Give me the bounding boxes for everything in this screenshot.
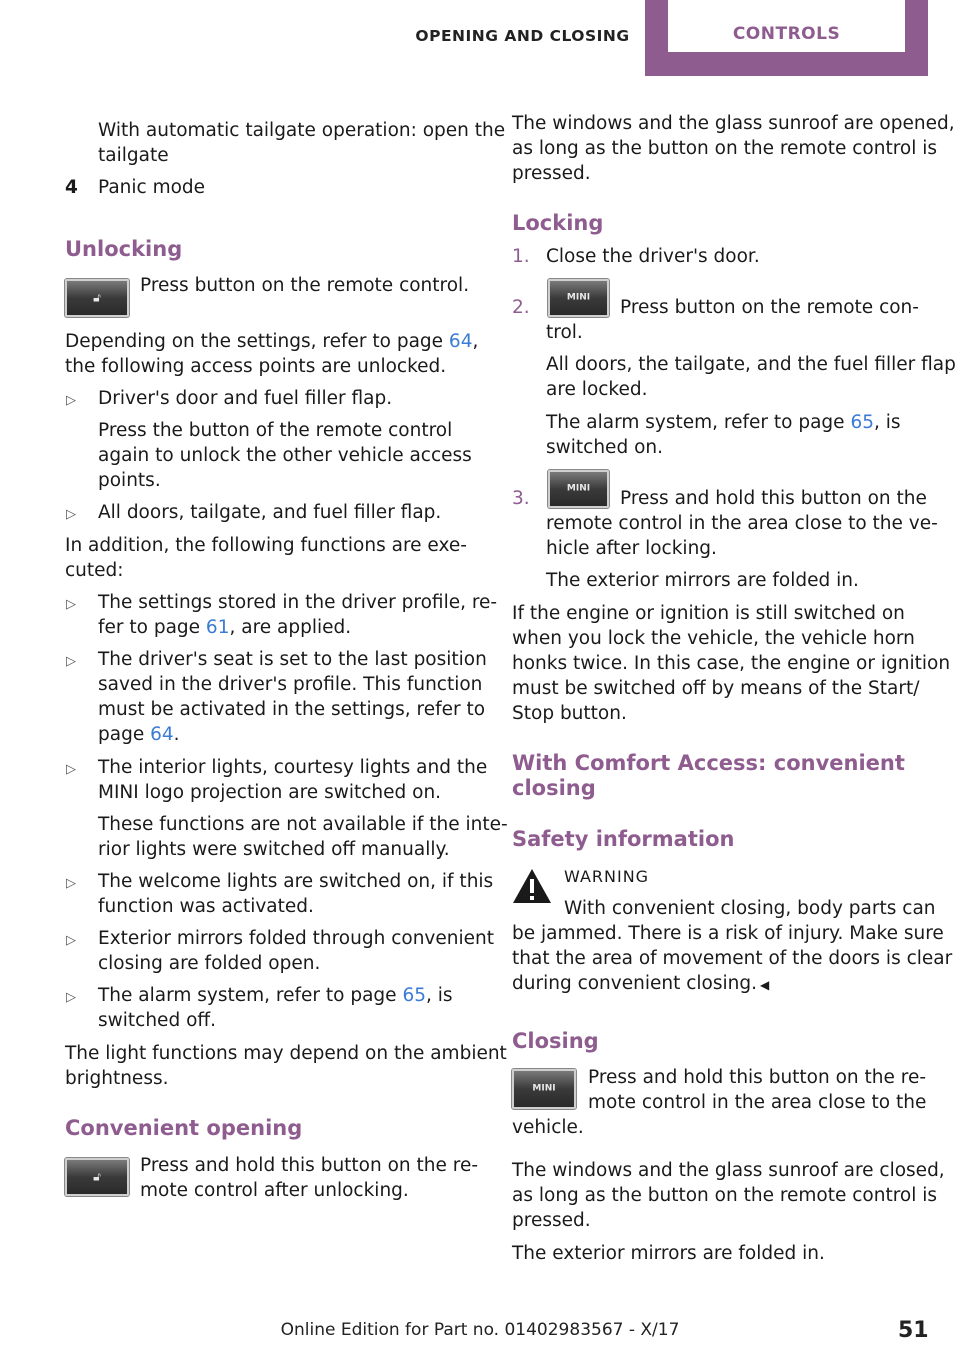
f1-line-2 [98,615,351,640]
warning-line-2: be jammed. There is a risk of injury. Make sure [512,923,944,944]
windows-line-2: as long as the button on the remote control is [512,138,938,159]
step-2-line-4: are locked. [546,379,648,400]
f3-line-4: rior lights were switched off manually. [98,839,450,860]
tailgate-text-1: With automatic tailgate operation: open the [98,120,506,141]
step-2-line-3: All doors, the tailgate, and the fuel filler flap [546,354,956,375]
closed-line-2: as long as the button on the remote control is [512,1185,938,1206]
warning-text: during convenient closing. [512,973,757,994]
addition-line-1: In addition, the following functions are exe‐ [65,535,467,556]
unlock-button-image [65,1158,129,1196]
step-1-number: 1. [512,246,530,267]
light-line-1: The light functions may depend on the ambient [65,1043,507,1064]
f4-line-1: The welcome lights are switched on, if this [98,871,494,892]
running-header-section: OPENING AND CLOSING [415,27,630,45]
lock-button-image [512,1069,576,1109]
f1-text: fer to page [98,617,206,638]
mini-logo-icon: MINI [566,483,591,494]
b1-line-2: Press the button of the remote control [98,420,453,441]
step-2-text-end: , is [873,412,901,433]
engine-line-3: honks twice. In this case, the engine or ignition [512,653,951,674]
depending-comma: , [472,331,479,352]
closed-line-4: The exterior mirrors are folded in. [512,1243,825,1264]
mini-logo-icon: MINI [532,1083,556,1094]
f3-line-3: These functions are not available if the inte‐ [98,814,508,835]
bullet-icon: ▷ [66,762,76,777]
f2-line-1: The driver's seat is set to the last position [98,649,487,670]
page-link-64[interactable]: 64 [150,724,174,745]
step-3-number: 3. [512,488,530,509]
warning-label: WARNING [564,867,650,886]
closing-line-1: Press and hold this button on the re‐ [588,1067,927,1088]
page-link-64[interactable]: 64 [448,331,473,352]
f5-line-1: Exterior mirrors folded through convenient [98,928,494,949]
page-link-65[interactable]: 65 [850,412,874,433]
f2-text: page [98,724,151,745]
depending-line-2: the following access points are unlocked. [65,356,447,377]
warning-icon [511,867,553,905]
f5-line-2: closing are folded open. [98,953,321,974]
f6-text-end: , is [425,985,453,1006]
closing-line-3: vehicle. [512,1117,584,1138]
engine-line-5: Stop button. [512,703,627,724]
unlocking-press-text: Press button on the remote control. [140,275,470,296]
page-number: 51 [898,1318,929,1343]
step-1-text: Close the driver's door. [546,246,760,267]
b1-line-4: points. [98,470,161,491]
bullet-icon: ▷ [66,654,76,669]
bullet-icon: ▷ [66,990,76,1005]
closing-heading: Closing [512,1029,599,1053]
lock-button-image [548,470,609,508]
footer-edition: Online Edition for Part no. 01402983567 - X/17 [280,1320,680,1340]
unlock-button-image [65,279,129,317]
bullet-icon: ▷ [66,876,76,891]
f6-line-1 [98,983,453,1008]
comfort-heading-2: closing [512,776,596,800]
page-link-61[interactable]: 61 [205,617,230,638]
engine-line-1: If the engine or ignition is still switched on [512,603,905,624]
warning-line-4 [512,971,769,998]
unlock-icon: 🔓︎ [93,290,101,305]
page-link-65[interactable]: 65 [402,985,426,1006]
f2-text-end: . [173,724,180,745]
bullet-icon: ▷ [66,507,76,522]
engine-line-2: when you lock the vehicle, the vehicle horn [512,628,915,649]
locking-heading: Locking [512,211,604,235]
comfort-heading-1: With Comfort Access: convenient [512,751,905,775]
item-4-label: Panic mode [98,177,206,198]
warning-line-3: that the area of movement of the doors is clear [512,948,953,969]
b1-line-3: again to unlock the other vehicle access [98,445,472,466]
conv-line-1: Press and hold this button on the re‐ [140,1155,479,1176]
b2-line: All doors, tailgate, and fuel filler flap. [98,502,442,523]
light-line-2: brightness. [65,1068,169,1089]
unlocking-heading: Unlocking [65,237,183,261]
f4-line-2: function was activated. [98,896,314,917]
lock-button-image [548,279,609,317]
f6-text: The alarm system, refer to page [98,985,403,1006]
convenient-opening-heading: Convenient opening [65,1116,303,1140]
f3-line-2: MINI logo projection are switched on. [98,782,442,803]
bullet-icon: ▷ [66,393,76,408]
step-3-line-4: The exterior mirrors are folded in. [546,570,859,591]
f3-line-1: The interior lights, courtesy lights and the [98,757,488,778]
item-4-number: 4 [65,177,78,198]
tailgate-text-2: tailgate [98,145,169,166]
step-2-line-5 [546,410,901,435]
b1-line-1: Driver's door and fuel filler flap. [98,388,393,409]
step-2-line-1: Press button on the remote con‐ [620,297,919,318]
step-2-text: The alarm system, refer to page [546,412,851,433]
windows-line-1: The windows and the glass sunroof are opened, [512,113,955,134]
step-3-line-3: hicle after locking. [546,538,717,559]
step-2-number: 2. [512,297,530,318]
unlock-icon: 🔓︎ [93,1169,101,1184]
step-3-line-2: remote control in the area close to the ve‐ [546,513,938,534]
addition-line-2: cuted: [65,560,124,581]
closed-line-3: pressed. [512,1210,591,1231]
windows-line-3: pressed. [512,163,591,184]
f2-line-4 [98,722,180,747]
end-mark-icon: ◀ [759,978,770,992]
closing-line-2: mote control in the area close to the [588,1092,927,1113]
conv-line-2: mote control after unlocking. [140,1180,409,1201]
step-3-line-1: Press and hold this button on the [620,488,927,509]
step-2-line-6: switched on. [546,437,663,458]
safety-heading: Safety information [512,827,735,851]
engine-line-4: must be switched off by means of the Start/ [512,678,920,699]
depending-text: Depending on the settings, refer to page [65,331,449,352]
f1-text-end: , are applied. [229,617,352,638]
bullet-icon: ▷ [66,933,76,948]
depending-line-1 [65,329,478,354]
warning-line-1: With convenient closing, body parts can [564,898,936,919]
f2-line-3: must be activated in the settings, refer to [98,699,486,720]
running-header-chapter: CONTROLS [732,24,841,44]
closed-line-1: The windows and the glass sunroof are closed, [512,1160,945,1181]
f1-line-1: The settings stored in the driver profile, re‐ [98,592,498,613]
f6-line-2: switched off. [98,1010,217,1031]
mini-logo-icon: MINI [566,292,591,303]
f2-line-2: saved in the driver's profile. This function [98,674,483,695]
bullet-icon: ▷ [66,597,76,612]
step-2-line-2: trol. [546,322,583,343]
